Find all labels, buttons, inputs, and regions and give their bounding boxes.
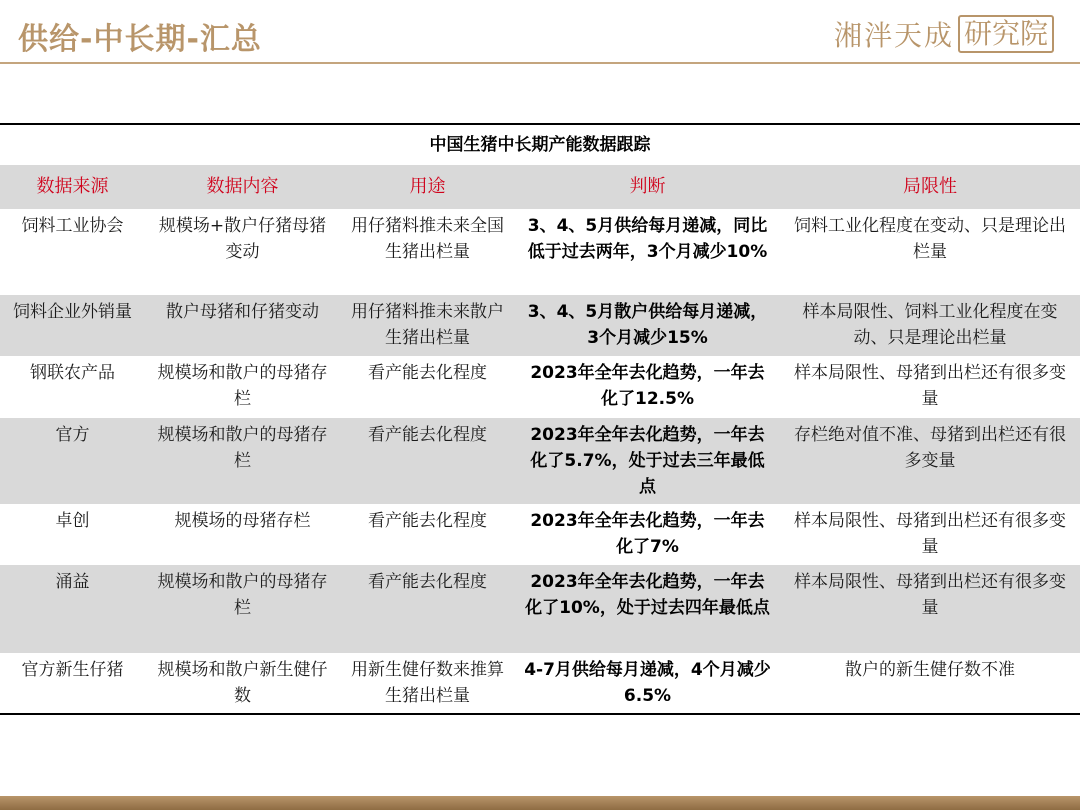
cell-content: 规模场和散户新生健仔数 [157, 660, 328, 706]
table-row [0, 356, 1080, 418]
cell-source: 官方 [55, 425, 90, 445]
table-row [0, 295, 1080, 356]
cell-judgment: 2023年全年去化趋势，一年去化了10%，处于过去四年最低点 [525, 572, 770, 618]
table-row [0, 504, 1080, 565]
cell-usage: 看产能去化程度 [368, 425, 487, 445]
cell-limitation: 饲料工业化程度在变动、只是理论出栏量 [794, 216, 1066, 262]
cell-source: 饲料企业外销量 [13, 302, 132, 322]
cell-source: 官方新生仔猪 [21, 660, 124, 680]
cell-limitation: 样本局限性、母猪到出栏还有很多变量 [794, 511, 1066, 557]
cell-usage: 看产能去化程度 [368, 363, 487, 383]
table-title: 中国生猪中长期产能数据跟踪 [429, 135, 651, 155]
cell-judgment: 3、4、5月散户供给每月递减，3个月减少15% [527, 302, 768, 348]
cell-limitation: 样本局限性、母猪到出栏还有很多变量 [794, 572, 1066, 618]
cell-usage: 用仔猪料推未来散户生猪出栏量 [351, 302, 504, 348]
page-header [0, 0, 1080, 64]
header-divider [0, 62, 1080, 64]
cell-content: 规模场和散户的母猪存栏 [157, 425, 328, 471]
cell-limitation: 存栏绝对值不准、母猪到出栏还有很多变量 [794, 425, 1066, 471]
cell-source: 卓创 [55, 511, 90, 531]
cell-limitation: 样本局限性、母猪到出栏还有很多变量 [794, 363, 1066, 409]
cell-limitation: 样本局限性、饲料工业化程度在变动、只是理论出栏量 [802, 302, 1058, 348]
cell-usage: 用仔猪料推未来全国生猪出栏量 [351, 216, 504, 262]
cell-content: 散户母猪和仔猪变动 [166, 302, 319, 322]
page-title: 供给-中长期-汇总 [18, 22, 262, 57]
table-row [0, 209, 1080, 295]
cell-source: 饲料工业协会 [21, 216, 124, 236]
table-row [0, 418, 1080, 504]
cell-usage: 看产能去化程度 [368, 572, 487, 592]
cell-judgment: 2023年全年去化趋势，一年去化了7% [530, 511, 765, 557]
logo-text: 湘泮天成 [833, 19, 954, 52]
brand-logo [834, 14, 1054, 54]
cell-judgment: 3、4、5月供给每月递减，同比低于过去两年，3个月减少10% [527, 216, 768, 262]
cell-limitation: 散户的新生健仔数不准 [845, 660, 1015, 680]
capacity-tracking-table [0, 123, 1080, 715]
cell-judgment: 2023年全年去化趋势，一年去化了5.7%，处于过去三年最低点 [530, 425, 765, 497]
cell-content: 规模场和散户的母猪存栏 [157, 572, 328, 618]
column-header-source: 数据来源 [36, 176, 109, 197]
column-header-usage: 用途 [409, 176, 446, 197]
cell-content: 规模场的母猪存栏 [174, 511, 311, 531]
column-header-judgment: 判断 [629, 176, 666, 197]
column-header-limitation: 局限性 [903, 176, 957, 197]
logo-box-text: 研究院 [958, 15, 1054, 53]
table-row [0, 565, 1080, 653]
cell-source: 涌益 [55, 572, 90, 592]
cell-content: 规模场+散户仔猪母猪变动 [158, 216, 327, 262]
cell-usage: 用新生健仔数来推算生猪出栏量 [351, 660, 504, 706]
cell-source: 钢联农产品 [30, 363, 115, 383]
cell-judgment: 2023年全年去化趋势，一年去化了12.5% [530, 363, 765, 409]
table-header-row [0, 165, 1080, 209]
table-row [0, 653, 1080, 713]
cell-judgment: 4-7月供给每月递减，4个月减少6.5% [524, 660, 771, 706]
column-header-content: 数据内容 [206, 176, 279, 197]
footer-band [0, 796, 1080, 810]
cell-content: 规模场和散户的母猪存栏 [157, 363, 328, 409]
cell-usage: 看产能去化程度 [368, 511, 487, 531]
